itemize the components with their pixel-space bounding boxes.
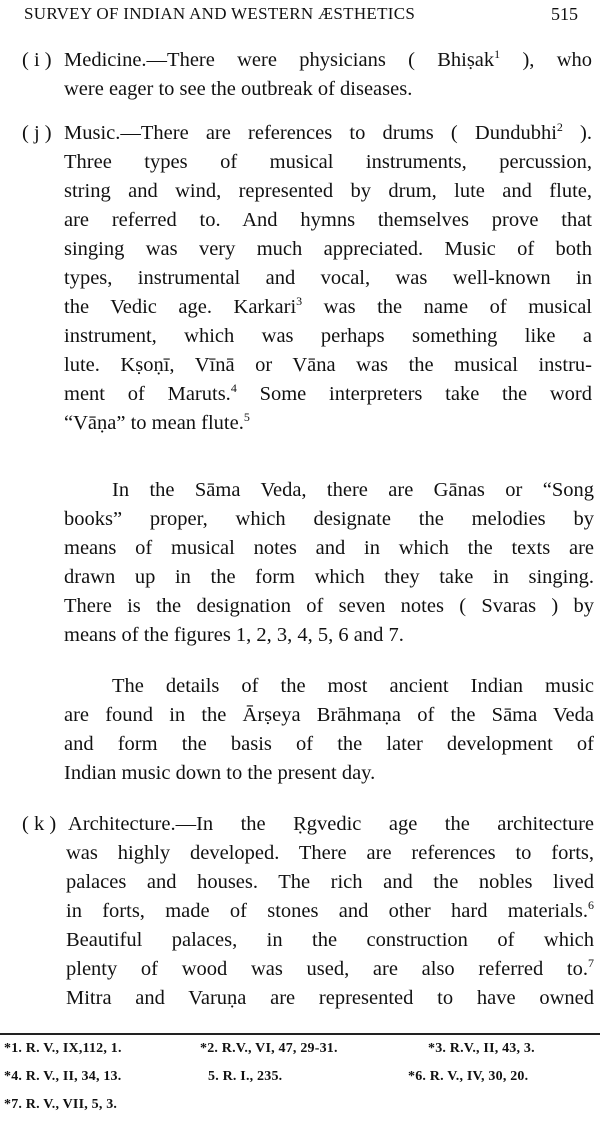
section-j-marker: ( j ) — [22, 122, 52, 144]
section-j-line-8: instrument, which was perhaps something like a — [64, 325, 592, 347]
footnote-divider — [0, 1033, 600, 1035]
section-j-line-6: types, instrumental and vocal, was well-known in — [64, 267, 592, 289]
section-j-line-9: lute. Kṣoṇī, Vīnā or Vāna was the musical instru- — [64, 354, 592, 376]
para-details-line-3: and form the basis of the later development of — [64, 733, 594, 755]
footnote-1: *1. R. V., IX,112, 1. — [4, 1041, 122, 1056]
section-j-line-3: string and wind, represented by drum, lute and flute, — [64, 180, 592, 202]
running-header — [24, 4, 578, 26]
para-details-line-1: The details of the most ancient Indian music — [112, 675, 594, 697]
section-k-marker: ( k ) — [22, 813, 57, 835]
section-k-line-3: palaces and houses. The rich and the nobles lived — [66, 871, 594, 893]
para-sama-line-6: means of the figures 1, 2, 3, 4, 5, 6 and 7. — [64, 624, 404, 646]
para-details-line-4: Indian music down to the present day. — [64, 762, 376, 784]
para-sama-line-3: means of musical notes and in which the texts are — [64, 537, 594, 559]
section-j-line-10: ment of Maruts.$^4$ Some interpreters take the word — [64, 381, 592, 405]
section-i-marker: ( i ) — [22, 49, 52, 71]
section-j-line-4: are referred to. And hymns themselves prove that — [64, 209, 592, 231]
footnote-4: *4. R. V., II, 34, 13. — [4, 1069, 122, 1084]
section-i-line-1: Medicine.—There were physicians ( Bhiṣak$^1$ ), who — [64, 47, 592, 71]
section-j-line-7: the Vedic age. Karkari$^3$ was the name of musical — [64, 294, 592, 318]
footnote-3: *3. R.V., II, 43, 3. — [428, 1041, 535, 1056]
section-i-line-2: were eager to see the outbreak of diseases. — [64, 78, 413, 100]
para-sama-line-4: drawn up in the form which they take in singing. — [64, 566, 594, 588]
section-j-line-5: singing was very much appreciated. Music of both — [64, 238, 592, 260]
page-number: 515 — [551, 4, 578, 24]
running-title: SURVEY OF INDIAN AND WESTERN ÆSTHETICS — [24, 4, 416, 23]
section-j-line-1: Music.—There are references to drums ( Dundubhi$^2$ ). — [64, 120, 593, 144]
footnote-6: *6. R. V., IV, 30, 20. — [408, 1069, 529, 1084]
section-j-line-2: Three types of musical instruments, percussion, — [64, 151, 592, 173]
para-sama-line-1: In the Sāma Veda, there are Gānas or “Song — [112, 479, 594, 501]
para-details-line-2: are found in the Ārṣeya Brāhmaṇa of the Sāma Veda — [64, 704, 594, 726]
para-sama-line-2: books” proper, which designate the melodies by — [64, 508, 594, 530]
section-k-line-5: Beautiful palaces, in the construction of which — [66, 929, 594, 951]
footnote-2: *2. R.V., VI, 47, 29-31. — [200, 1041, 338, 1056]
footnote-7: *7. R. V., VII, 5, 3. — [4, 1097, 118, 1112]
section-j-line-11: “Vāṇa” to mean flute.$^5$ — [64, 410, 250, 434]
footnote-5: 5. R. I., 235. — [208, 1069, 283, 1084]
section-k-line-6: plenty of wood was used, are also referred to.$^7$ — [66, 956, 594, 980]
section-k-line-2: was highly developed. There are references to forts, — [66, 842, 594, 864]
section-k-line-7: Mitra and Varuṇa are represented to have owned — [66, 987, 594, 1009]
para-sama-line-5: There is the designation of seven notes ( Svaras ) by — [64, 595, 594, 617]
section-k-line-1: Architecture.—In the Ṛgvedic age the architecture — [68, 813, 594, 835]
section-k-line-4: in forts, made of stones and other hard materials.$^6$ — [66, 898, 594, 922]
